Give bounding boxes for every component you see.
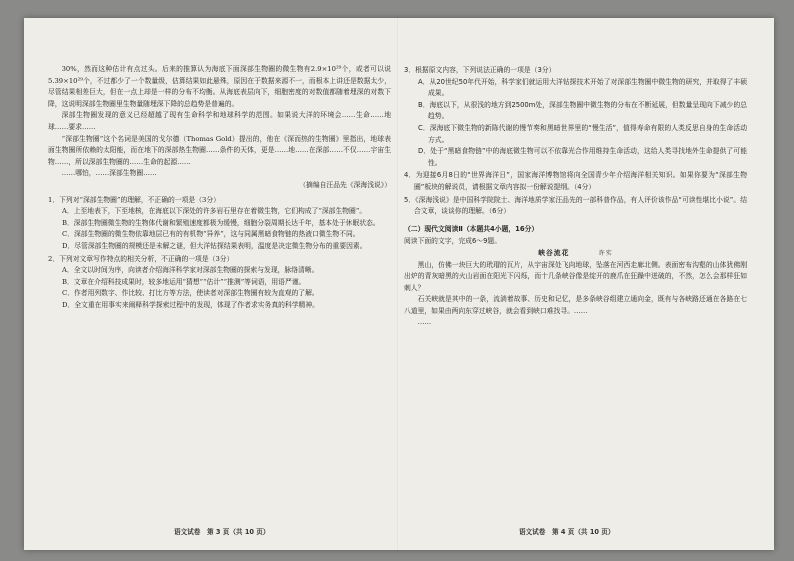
answer-option: B．深部生物圈微生物的生物体代谢和繁殖速度都极为缓慢，细胞分裂周期长达千年，基本处于休眠状态。 [62,218,380,227]
question-item: 3．根据原文内容，下列说法正确的一项是（3分） [404,66,556,74]
answer-option: A．全文以时间为序，向读者介绍海洋科学家对深部生物圈的探索与发现，脉络清晰。 [62,266,319,275]
question-item: 4．为迎接6月8日的“世界海洋日”，国家海洋博物馆将向全国青少年介绍海洋相关知识。如果你要为“深部生物圈”板块的解说员，请根据文章内容拟一份解说提纲。（4分） [404,171,747,191]
story-text [404,260,747,330]
question-list-left [48,195,391,312]
answer-option: A．上至地表下，下至地核，在海底以下深处的许多岩石里存在着微生物，它们构成了“深部生物圈”。 [62,207,367,216]
page-footer-left: 语文试卷 第 3 页（共 10 页） [174,528,270,536]
answer-option: B．海底以下，从很浅的地方到2500m处，深部生物圈中微生物的分布在不断延展，但数量呈现向下减少的总趋势。 [418,100,747,121]
answer-option: D．全文重在用事实来阐释科学探索过程中的发现，体现了作者求实务真的科学精神。 [62,300,319,309]
science-passage [48,64,391,180]
story-paragraph: 黑山，仿佛一块巨大的玳瑁的瓦片，从宇宙深处飞向地球，坠落在河西走廊北侧。表面密布沟壑的山体犹佛刚出炉的青灰暗黑的火山岩面在阳光下闪烁，而十几条峡谷像是绽开的鹿爪在狂躁中迸破的，不然，怎么会那样狂如刺人？ [404,260,747,292]
answer-option: C．作者用列数字、作比较、打比方等方法，使读者对深部生物圈有较为直观的了解。 [62,289,319,298]
passage-paragraph: ……哪怕，……深部生物圈…… [61,169,157,178]
story-title-line [404,248,747,260]
story-paragraph: …… [417,318,432,327]
page-footer-right: 语文试卷 第 4 页（共 10 页） [519,528,615,536]
answer-option: D．尽管深部生物圈的规模还是未解之谜，但大洋钻探结果表明，温度是决定微生物分布的重要因素。 [62,241,367,250]
left-page [48,64,391,311]
center-fold [397,18,399,550]
answer-option: B．文章在介绍科技成果时，较多地运用“猜想”“估计”“推测”等词语，用语严谨。 [62,277,306,286]
question-item: 5．《深海浅说》是中国科学院院士、海洋地质学家汪品先的一部科普作品，有人评价该作品“可读性堪比小说”。结合文章，谈谈你的理解。（6分） [404,195,747,216]
passage-paragraph: “深部生物圈”这个名词是美国的戈尔德（Thomas Gold）提出的，他在《深而热的生物圈》里指出，地球表面生物圈所依赖的太阳能，而在地下的深部热生物圈……条件的天体，更是……地……在深部……不仅……宇宙生物……，所以深部生物圈的……生命的起源…… [48,134,391,166]
answer-option: A．从20世纪50年代开始，科学家们就运用大洋钻探技术开始了对深部生物圈中微生物的研究，并取得了丰硕成果。 [418,77,747,98]
story-author: 许实 [598,249,613,257]
passage-paragraph: 30%，然而这种估计有点过头。后来的推算认为海底下面深部生物圈的微生物有2.9×10²⁹个，或者可以说5.39×10²⁹个，不过都少了一个数量级，估算结果如此悬殊，原因在于数据来源不一，而根本上讲还是数据太少，尽管结果相差巨大，但在一点上却是一样的分布不均衡。从海底表层向下，细胞密度的对数值都随着埋深的对数下降，这说明深部生物圈里生物量随埋深下降的总趋势是普遍的。 [48,65,391,108]
question-stem: 2．下列对文章写作特点的相关分析，不正确的一项是（3分） [48,254,234,263]
answer-option: C．深部生物圈的微生物依靠地层已有的有机物“异养”，这与同属黑暗食物链的热液口微生物不同。 [62,230,360,239]
passage-paragraph: 深部生物圈发现的意义已经超越了现有生命科学和地球科学的范围。如果说大洋的环境会……生命……地球……要求…… [48,111,391,131]
question-item: 阅读下面的文字，完成6～9题。 [404,237,502,246]
right-page [404,64,747,329]
story-paragraph: 石关峡就是其中的一条，流淌着故事、历史和记忆，是多条峡谷组建立通向金，既有与各峡路还通在各路在七八道里，如果由两向东穿过峡谷，就会看到峡口难找寻。…… [404,295,747,315]
answer-option: C．深海底下微生物的新陈代谢的慢节奏和黑暗世界里的“慢生活”，值得寿命有限的人类反思自身的生命活动方式。 [418,123,747,144]
answer-option: D．处于“黑暗食物链”中的海底微生物可以不依靠光合作用维持生命活动，这给人类寻找地外生命提供了可能性。 [418,147,747,167]
passage-source: （摘编自汪品先《深海浅说》） [299,180,391,189]
question-stem: 1．下列对“深部生物圈”的理解，不正确的一项是（3分） [48,195,220,204]
question-list-right [404,65,747,248]
story-title: 峡谷流花 [538,248,570,257]
question-item: （二）现代文阅读Ⅱ（本题共4小题，16分） [404,224,539,233]
exam-sheet [24,18,774,550]
